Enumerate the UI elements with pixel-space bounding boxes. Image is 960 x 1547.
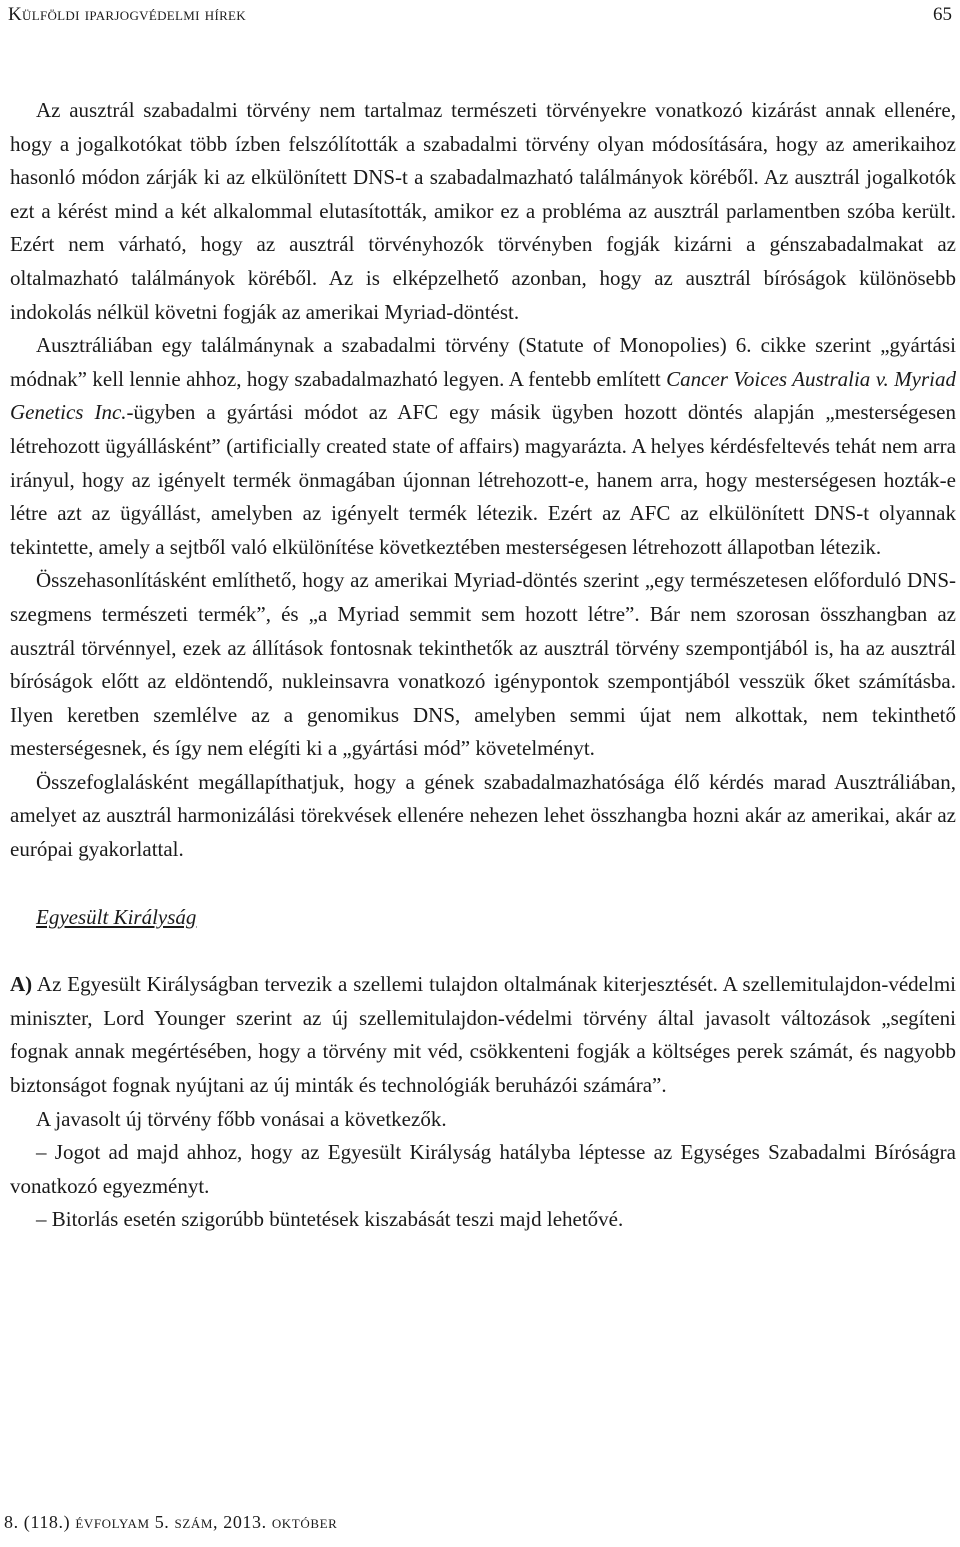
paragraph-uk-intro (10, 968, 956, 1102)
paragraph-comparison: Összehasonlításként említhető, hogy az amerikai Myriad-döntés szerint „egy természetesen előforduló DNS-szegmens természeti termék”, és „a Myriad semmit sem hozott létre”. Bár nem szorosan összhangban az ausztrál törvénnyel, ezek az állítások fontosnak tekinthetők az ausztrál törvény szempontjából is, ha az ausztrál bíróságok előtt az eldöntendő, nukleinsavra vonatkozó igénypontok szempontjából vesszük őket számításba. Ilyen keretben szemlélve az a genomikus DNS, amelyben semmi újat nem alkottak, nem tekinthető mesterségesnek, és így nem elégíti ki a „gyártási mód” követelményt. (10, 568, 956, 761)
section-heading: Egyesült Királyság (36, 904, 197, 929)
paragraph-australian-law: Az ausztrál szabadalmi törvény nem tartalmaz természeti törvényekre vonatkozó kizárást annak ellenére, hogy a jogalkotókat több ízben felszólították a szabadalmi törvény olyan módosítására, hogy az amerikaihoz hasonló módon zárják ki az elkülönített DNS-t a szabadalmazható találmányok köréből. Az ausztrál jogalkotók ezt a kérést mind a két alkalommal elutasították, amikor ez a probléma az ausztrál parlamentben szóba került. Ezért nem várható, hogy az ausztrál törvényhozók törvényben fogják kizárni a génszabadalmakat az oltalmazható találmányok köréből. Az is elképzelhető azonban, hogy az ausztrál bíróságok különösebb indokolás nélkül követni fogják az amerikai Myriad-döntést. (10, 98, 956, 324)
item-label: A) (10, 972, 33, 997)
list-item: – Bitorlás esetén szigorúbb büntetések kiszabását teszi majd lehetővé. (36, 1207, 624, 1232)
section-title: Külföldi iparjogvédelmi hírek (8, 4, 246, 25)
paragraph-text: Ausztráliában egy találmánynak a szabadalmi törvény (Statute of Monopolies) 6. cikke szerint „gyártási módnak” kell lennie ahhoz, hogy szabadalmazható legyen. A fentebb említett (10, 333, 956, 391)
case-name: Cancer Voices Australia v. Myriad Genetics Inc. (10, 366, 957, 425)
spacer (10, 934, 956, 968)
paragraph-text: Az Egyesült Királyságban tervezik a szellemi tulajdon oltalmának kiterjesztését. A szellemitulajdon-védelmi miniszter, Lord Younger szerint az új szellemitulajdon-védelmi törvény által javasolt változások „segíteni fognak annak megértésében, hogy a törvény mit véd, csökkenteni fogják a költséges perek számát, és nagyobb biztonságot fognak nyújtani az új minták és technológiák beruházói számára”. (10, 972, 956, 1098)
list-item: – Jogot ad majd ahhoz, hogy az Egyesült Királyság hatályba léptesse az Egységes Szabadalmi Bíróságra vonatkozó egyezményt. (10, 1140, 956, 1198)
paragraph-features-intro: A javasolt új törvény főbb vonásai a következők. (36, 1106, 447, 1131)
page-number: 65 (933, 4, 952, 25)
paragraph-summary: Összefoglalásként megállapíthatjuk, hogy a gének szabadalmazhatósága élő kérdés marad Ausztráliában, amelyet az ausztrál harmonizálási törekvések ellenére nehezen lehet összhangba hozni akár az amerikai, akár az európai gyakorlattal. (10, 769, 956, 862)
running-header (8, 2, 952, 28)
article-body (10, 94, 956, 1237)
issue-info: 8. (118.) évfolyam 5. szám, 2013. október (4, 1512, 338, 1532)
spacer (10, 867, 956, 901)
paragraph-text: -ügyben a gyártási módot az AFC egy másik ügyben hozott döntés alapján „mesterségesen létrehozott ügyállásként” (artificially created state of affairs) magyarázta. A helyes kérdésfeltevés tehát nem arra irányul, hogy az igényelt termék önmagában újonnan létrehozott-e, hanem arra, hogy mesterségesen hozták-e létre azt az ügyállást, amelyben az igényelt termék létezik. Ezért az AFC az elkülönített DNS-t olyannak tekintette, amely a sejtből való elkülönítése következtében mesterségesen létrehozott állapotban létezik. (10, 400, 956, 559)
paragraph-manner-of-manufacture (10, 329, 956, 564)
page-footer (4, 1512, 337, 1533)
